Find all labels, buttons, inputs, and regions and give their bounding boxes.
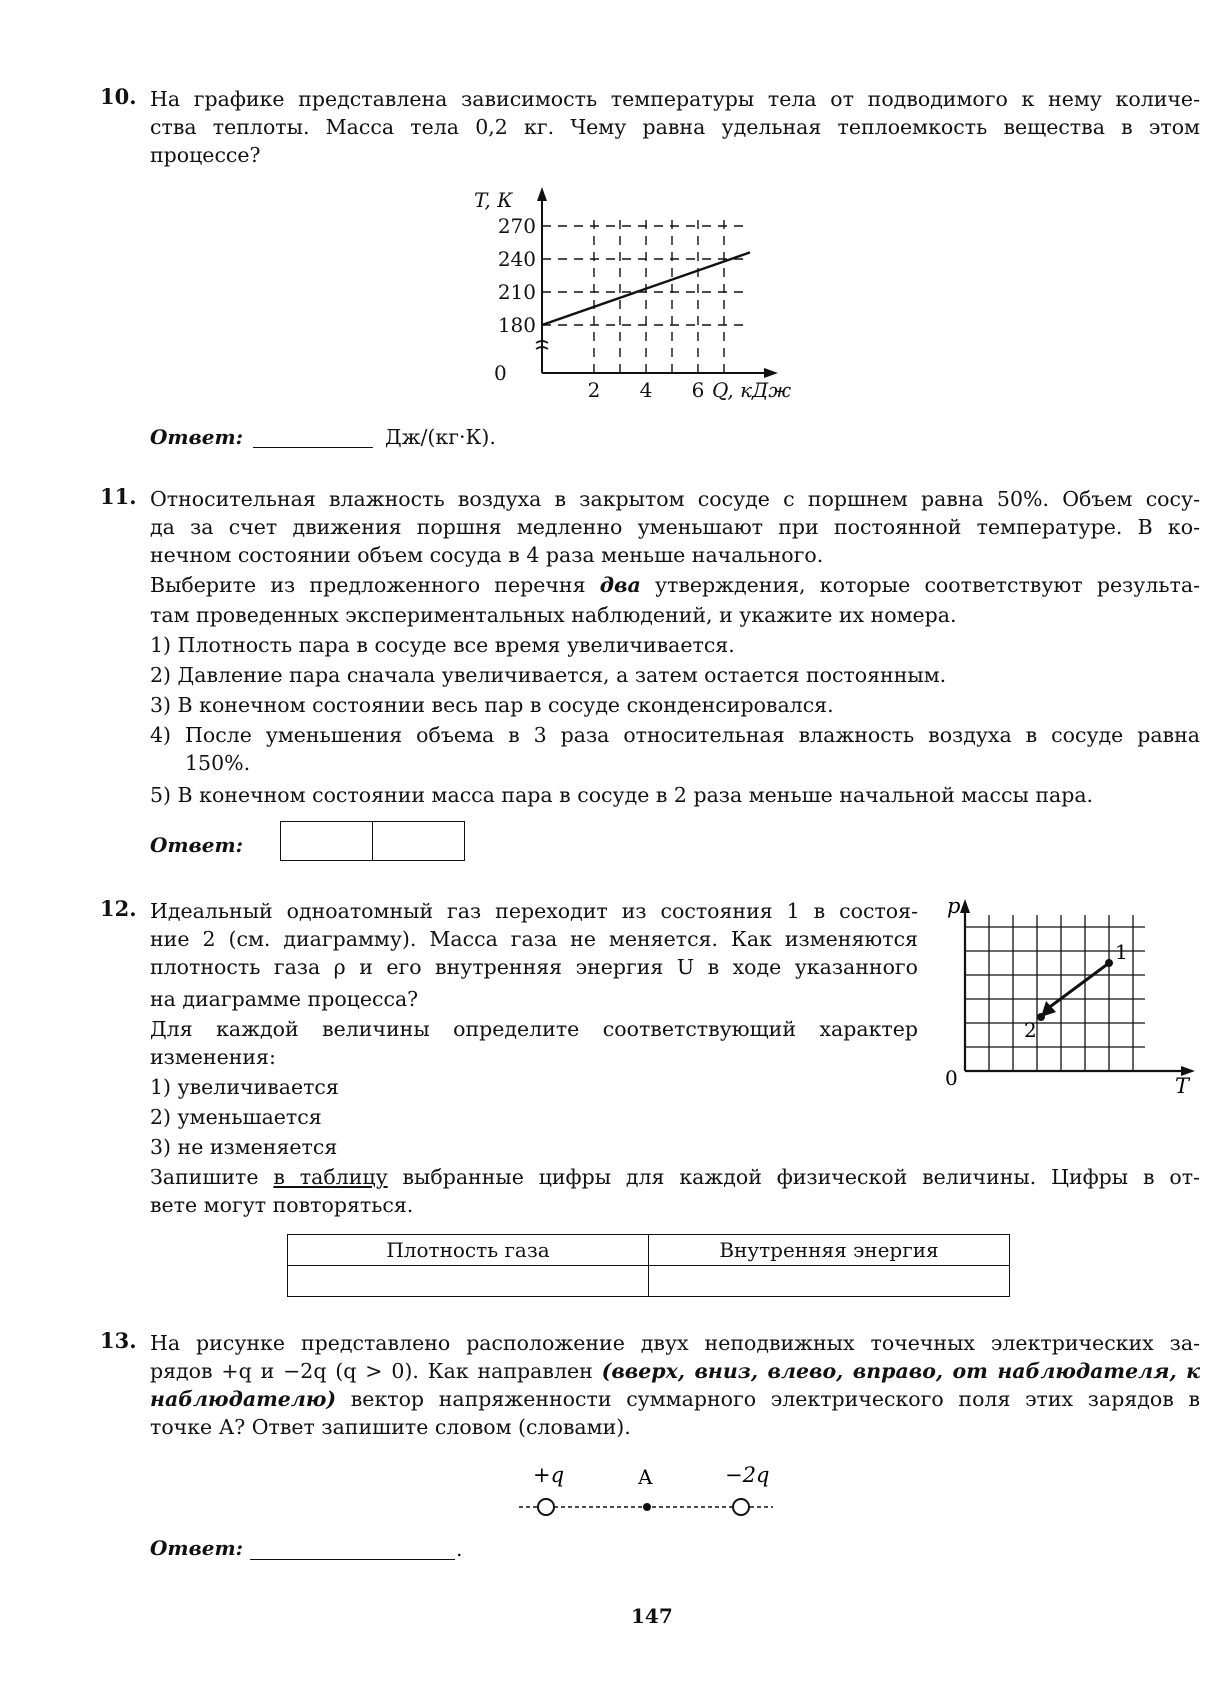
table-answer-cell[interactable] — [288, 1266, 649, 1297]
x-axis-arrow — [764, 368, 778, 378]
option-item: 3) В конечном состоянии весь пар в сосуде сконденсировался. — [150, 693, 834, 717]
option-item: 5) В конечном состоянии масса пара в сосуде в 2 раза меньше начальной массы пара. — [150, 783, 1094, 807]
answer-field[interactable] — [250, 1559, 455, 1560]
answer-box-2[interactable] — [372, 822, 464, 860]
p-t-diagram — [935, 894, 1205, 1098]
y-tick-label: 270 — [497, 214, 536, 238]
question-instruction: Запишите в таблицу выбранные цифры для каждой физической величины. Цифры в от- — [150, 1165, 1200, 1189]
question-number: 13. — [100, 1328, 137, 1353]
option-item: 2) уменьшается — [150, 1105, 322, 1129]
table-answer-cell[interactable] — [649, 1266, 1010, 1297]
question-number: 10. — [100, 84, 137, 109]
charges-diagram — [515, 1462, 785, 1532]
answer-unit: Дж/(кг·К). — [385, 425, 496, 449]
temperature-heat-chart — [474, 185, 820, 410]
answer-end-mark: . — [456, 1537, 463, 1561]
point-a — [643, 1503, 651, 1511]
point-a-label: A — [638, 1465, 653, 1489]
y-tick-label: 210 — [497, 280, 536, 304]
question-text: Для каждой величины определите соответствующий характер — [150, 1017, 918, 1041]
y-axis-arrow — [537, 187, 547, 201]
question-number: 11. — [100, 484, 137, 509]
question-text: точке А? Ответ запишите словом (словами). — [150, 1415, 631, 1439]
x-axis-label: Q, кДж — [712, 378, 792, 402]
question-number: 12. — [100, 896, 137, 921]
question-text: ства теплоты. Масса тела 0,2 кг. Чему равна удельная теплоемкость вещества в этом — [150, 115, 1200, 139]
origin-label: 0 — [945, 1066, 958, 1090]
question-text: наблюдателю) вектор напряженности суммарного электрического поля этих зарядов в — [150, 1387, 1200, 1411]
question-text: Относительная влажность воздуха в закрытом сосуде с поршнем равна 50%. Объем сосу- — [150, 487, 1200, 511]
answer-label: Ответ: — [150, 1536, 243, 1560]
charge-minus-2q — [733, 1499, 749, 1515]
y-tick-label: 240 — [497, 247, 536, 271]
option-item-continued: 150%. — [185, 751, 251, 775]
x-tick-label: 4 — [639, 378, 653, 402]
origin-label: 0 — [494, 361, 507, 385]
charge-minus-2q-label: −2q — [725, 1463, 770, 1487]
answer-field[interactable] — [253, 447, 373, 448]
charge-plus-q — [538, 1499, 554, 1515]
question-text: нечном состоянии объем сосуда в 4 раза меньше начального. — [150, 543, 824, 567]
question-text: На графике представлена зависимость температуры тела от подводимого к нему количе- — [150, 87, 1200, 111]
answer-label: Ответ: — [150, 833, 243, 857]
question-text: ние 2 (см. диаграмму). Масса газа не меняется. Как изменяются — [150, 927, 918, 951]
option-item: 1) увеличивается — [150, 1075, 339, 1099]
question-instruction: там проведенных экспериментальных наблюдений, и укажите их номера. — [150, 603, 957, 627]
question-instruction: вете могут повторяться. — [150, 1193, 414, 1217]
p-axis-label: p — [947, 894, 961, 918]
question-text: рядов +q и −2q (q > 0). Как направлен (вверх, вниз, влево, вправо, от наблюдателя, к — [150, 1359, 1200, 1383]
question-text: да за счет движения поршня медленно уменьшают при постоянной температуре. В ко- — [150, 515, 1200, 539]
x-tick-label: 2 — [587, 378, 601, 402]
answer-label: Ответ: — [150, 425, 243, 449]
question-text: изменения: — [150, 1045, 276, 1069]
process-line — [1047, 963, 1109, 1009]
point-1-label: 1 — [1115, 940, 1128, 964]
charge-plus-q-label: +q — [533, 1463, 565, 1487]
series-line — [542, 252, 750, 325]
answer-boxes — [280, 821, 465, 861]
table-header: Плотность газа — [288, 1235, 649, 1266]
question-text: на диаграмме процесса? — [150, 987, 419, 1011]
option-item: 2) Давление пара сначала увеличивается, а затем остается постоянным. — [150, 663, 947, 687]
answer-table — [287, 1234, 1010, 1297]
question-text: Идеальный одноатомный газ переходит из состояния 1 в состоя- — [150, 899, 918, 923]
t-axis-label: T — [1175, 1074, 1190, 1098]
question-instruction: Выберите из предложенного перечня два утверждения, которые соответствуют результа- — [150, 573, 1200, 597]
question-text: плотность газа ρ и его внутренняя энергия U в ходе указанного — [150, 955, 918, 979]
state-2-point — [1037, 1013, 1045, 1021]
answer-box-1[interactable] — [281, 822, 372, 860]
state-1-point — [1105, 959, 1113, 967]
question-text: На рисунке представлено расположение двух неподвижных точечных электрических за- — [150, 1331, 1200, 1355]
y-tick-label: 180 — [497, 313, 536, 337]
option-item: 3) не изменяется — [150, 1135, 338, 1159]
option-item: 4) После уменьшения объема в 3 раза относительная влажность воздуха в сосуде равна — [150, 723, 1200, 747]
y-axis-label: T, К — [474, 188, 513, 212]
x-tick-label: 6 — [691, 378, 705, 402]
option-item: 1) Плотность пара в сосуде все время увеличивается. — [150, 633, 735, 657]
table-header: Внутренняя энергия — [649, 1235, 1010, 1266]
question-text: процессе? — [150, 143, 261, 167]
p-axis-arrow — [960, 899, 970, 913]
page-number: 147 — [631, 1604, 673, 1628]
point-2-label: 2 — [1024, 1018, 1037, 1042]
